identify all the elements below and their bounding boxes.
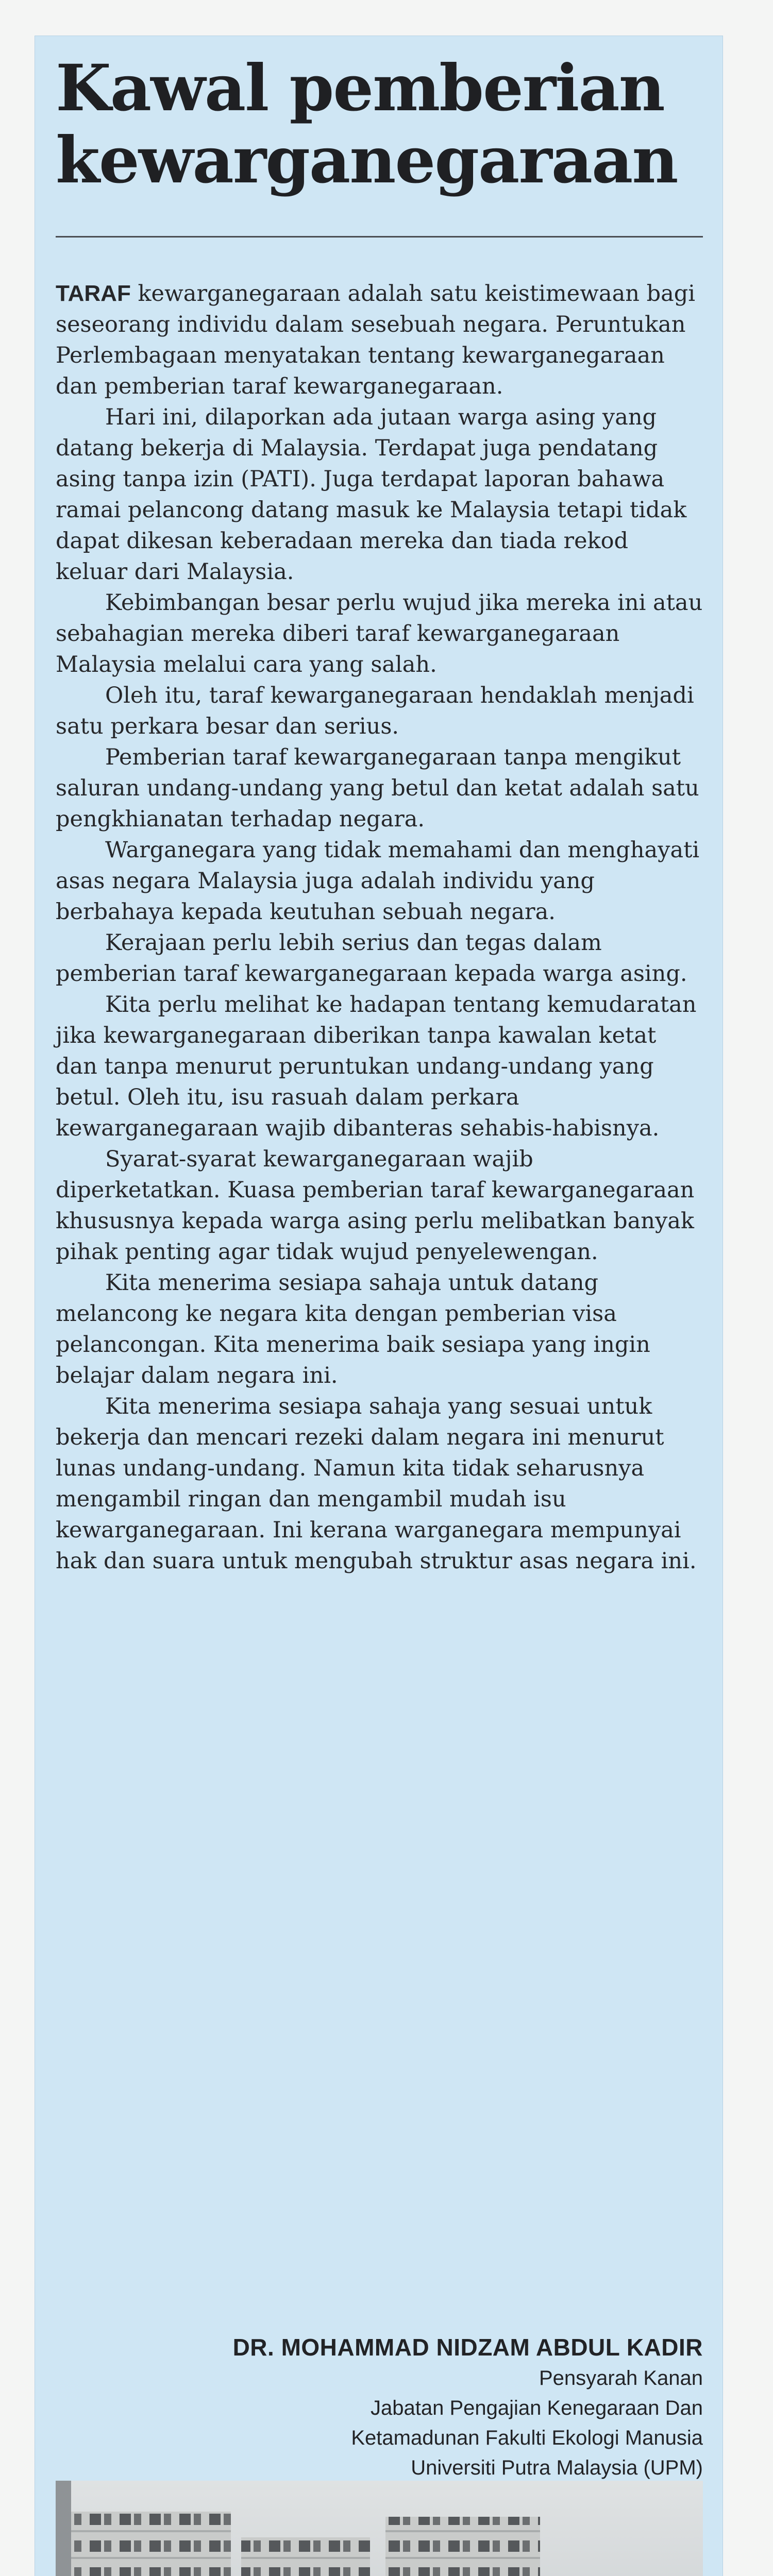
author-name: DR. MOHAMMAD NIDZAM ABDUL KADIR — [232, 2334, 703, 2361]
author-university: Universiti Putra Malaysia (UPM) — [411, 2456, 703, 2479]
article-paragraph-10: Kita menerima sesiapa sahaja untuk datang melancong ke negara kita dengan pemberian visa pelancongan. Kita menerima baik sesiapa yang ingin belajar dalam negara ini. — [56, 1270, 650, 1388]
news-photo — [56, 2481, 703, 2576]
article-paragraph-6: Warganegara yang tidak memahami dan menghayati asas negara Malaysia juga adalah individu yang berbahaya kepada keutuhan sebuah negara. — [56, 837, 700, 925]
article-paragraph-9: Syarat-syarat kewarganegaraan wajib diperketatkan. Kuasa pemberian taraf kewarganegaraan khususnya kepada warga asing perlu melibatkan banyak pihak penting agar tidak wujud penyelewengan. — [56, 1146, 695, 1265]
article-paragraph-2: Hari ini, dilaporkan ada jutaan warga asing yang datang bekerja di Malaysia. Terdapat juga pendatang asing tanpa izin (PATI). Juga terdapat laporan bahawa ramai pelancong datang masuk ke Malaysia tetapi tidak dapat dikesan keberadaan mereka dan tiada rekod keluar dari Malaysia. — [56, 404, 687, 585]
headline-rule — [56, 236, 703, 238]
article-paragraph-4: Oleh itu, taraf kewarganegaraan hendaklah menjadi satu perkara besar dan serius. — [56, 683, 694, 739]
article-paragraph-7: Kerajaan perlu lebih serius dan tegas dalam pemberian taraf kewarganegaraan kepada warga asing. — [56, 930, 687, 987]
author-faculty: Ketamadunan Fakulti Ekologi Manusia — [351, 2427, 703, 2449]
article-body — [56, 278, 703, 1577]
author-department: Jabatan Pengajian Kenegaraan Dan — [371, 2397, 703, 2419]
newspaper-clipping — [35, 36, 722, 2576]
article-paragraph-5: Pemberian taraf kewarganegaraan tanpa mengikut saluran undang-undang yang betul dan ketat adalah satu pengkhianatan terhadap negara. — [56, 744, 699, 832]
lead-word: TARAF — [56, 281, 131, 306]
article-paragraph-8: Kita perlu melihat ke hadapan tentang kemudaratan jika kewarganegaraan diberikan tanpa kawalan ketat dan tanpa menurut peruntukan undang-undang yang betul. Oleh itu, isu rasuah dalam perkara kewarganegaraan wajib dibanteras sehabis-habisnya. — [56, 992, 697, 1141]
article-paragraph-1 — [56, 278, 703, 402]
article-paragraph-3: Kebimbangan besar perlu wujud jika mereka ini atau sebahagian mereka diberi taraf kewarganegaraan Malaysia melalui cara yang salah. — [56, 590, 703, 677]
author-title: Pensyarah Kanan — [539, 2367, 703, 2389]
author-signature — [56, 2331, 703, 2483]
article-headline: Kawal pemberian kewarganegaraan — [56, 51, 678, 198]
paragraph-text: kewarganegaraan adalah satu keistimewaan bagi seseorang individu dalam sesebuah negara. Peruntukan Perlembagaan menyatakan tentang kewarganegaraan dan pemberian taraf kewarganegaraan. — [56, 281, 696, 399]
article-paragraph-11: Kita menerima sesiapa sahaja yang sesuai untuk bekerja dan mencari rezeki dalam negara ini menurut lunas undang-undang. Namun kita tidak seharusnya mengambil ringan dan mengambil mudah isu kewarganegaraan. Ini kerana warganegara mempunyai hak dan suara untuk mengubah struktur asas negara ini. — [56, 1394, 697, 1574]
